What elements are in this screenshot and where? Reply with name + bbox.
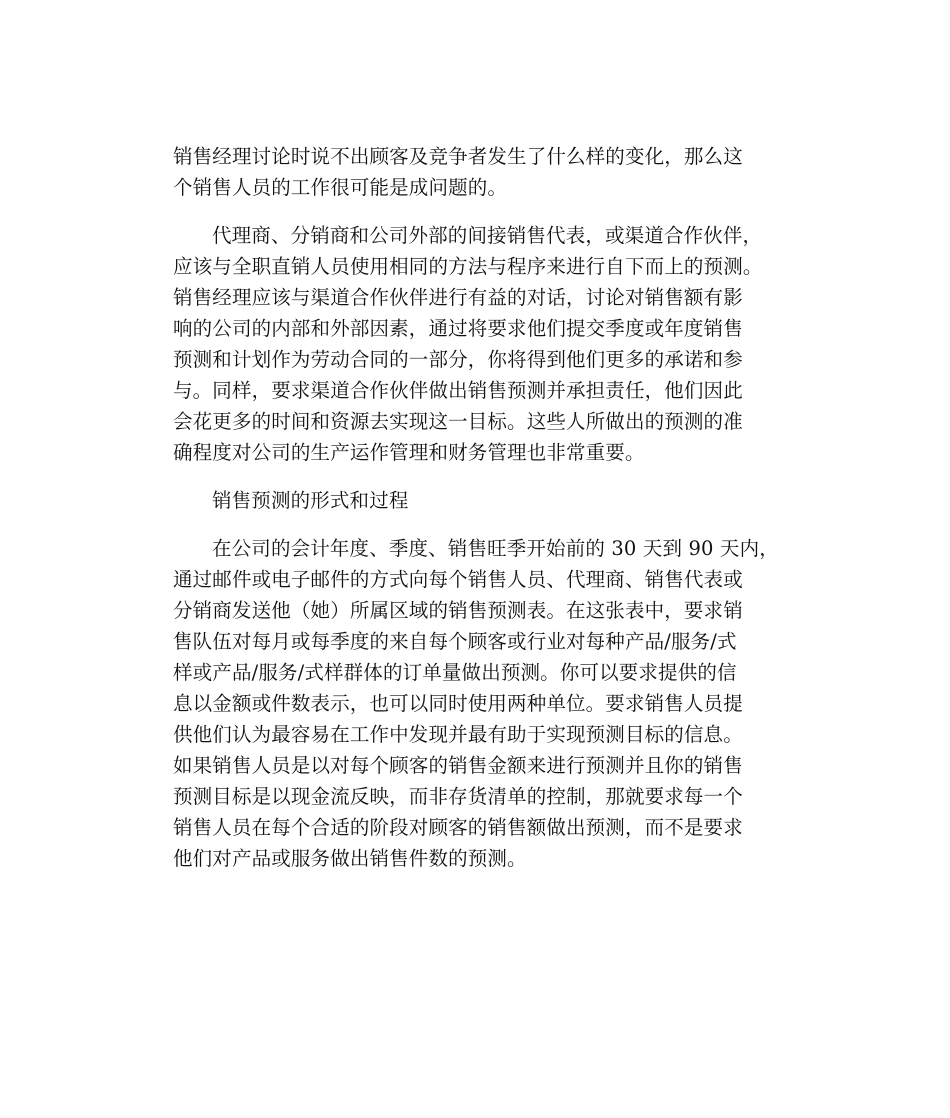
paragraph-3 — [173, 533, 795, 874]
paragraph-2 — [173, 220, 795, 468]
text-line: 通过邮件或电子邮件的方式向每个销售人员、代理商、销售代表或 — [173, 568, 743, 591]
document-body — [173, 141, 795, 891]
text-line: 应该与全职直销人员使用相同的方法与程序来进行自下而上的预测。 — [173, 255, 763, 278]
text-line: 供他们认为最容易在工作中发现并最有助于实现预测目标的信息。 — [173, 723, 743, 746]
text-line: 销售经理讨论时说不出顾客及竞争者发生了什么样的变化，那么这 — [173, 145, 743, 168]
text-line: 代理商、分销商和公司外部的间接销售代表，或渠道合作伙伴， — [212, 224, 763, 247]
text-line: 息以金额或件数表示，也可以同时使用两种单位。要求销售人员提 — [173, 692, 743, 715]
paragraph-1 — [173, 141, 795, 203]
text-line: 与。同样，要求渠道合作伙伴做出销售预测并承担责任，他们因此 — [173, 379, 743, 402]
text-line: 在公司的会计年度、季度、销售旺季开始前的 30 天到 90 天内， — [212, 537, 779, 560]
text-line: 会花更多的时间和资源去实现这一目标。这些人所做出的预测的准 — [173, 410, 743, 433]
text-line: 预测目标是以现金流反映，而非存货清单的控制，那就要求每一个 — [173, 785, 743, 808]
text-line: 售队伍对每月或每季度的来自每个顾客或行业对每种产品/服务/式 — [173, 630, 737, 653]
text-line: 响的公司的内部和外部因素，通过将要求他们提交季度或年度销售 — [173, 317, 743, 340]
heading-text: 销售预测的形式和过程 — [212, 489, 409, 512]
text-line: 分销商发送他（她）所属区域的销售预测表。在这张表中，要求销 — [173, 599, 743, 622]
text-line: 如果销售人员是以对每个顾客的销售金额来进行预测并且你的销售 — [173, 754, 743, 777]
text-line: 他们对产品或服务做出销售件数的预测。 — [173, 847, 527, 870]
text-line: 确程度对公司的生产运作管理和财务管理也非常重要。 — [173, 441, 645, 464]
section-heading — [173, 485, 795, 516]
text-line: 销售经理应该与渠道合作伙伴进行有益的对话，讨论对销售额有影 — [173, 286, 743, 309]
text-line: 销售人员在每个合适的阶段对顾客的销售额做出预测，而不是要求 — [173, 816, 743, 839]
text-line: 预测和计划作为劳动合同的一部分，你将得到他们更多的承诺和参 — [173, 348, 743, 371]
text-line: 个销售人员的工作很可能是成问题的。 — [173, 176, 508, 199]
text-line: 样或产品/服务/式样群体的订单量做出预测。你可以要求提供的信 — [173, 661, 737, 684]
